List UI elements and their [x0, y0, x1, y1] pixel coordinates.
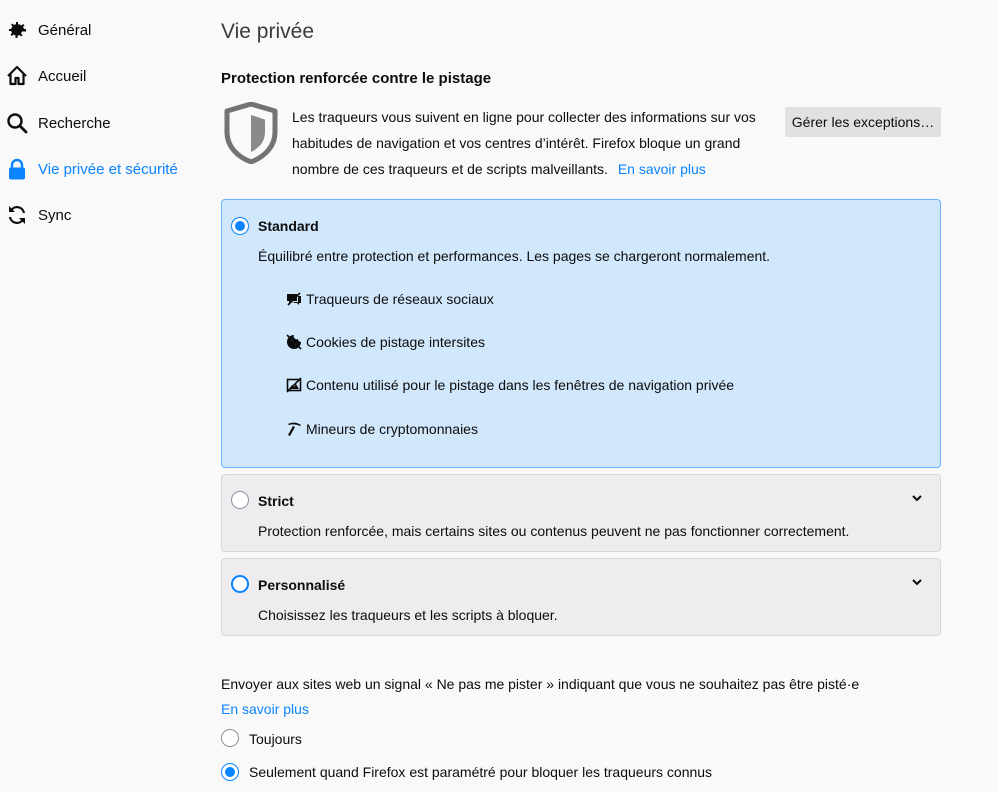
cryptominer-icon — [286, 421, 302, 437]
custom-description: Choisissez les traqueurs et les scripts à bloquer. — [258, 607, 558, 623]
lock-icon — [5, 157, 29, 181]
protection-description — [292, 104, 772, 182]
chevron-down-icon[interactable] — [910, 575, 924, 589]
dnt-description: Envoyer aux sites web un signal « Ne pas me pister » indiquant que vous ne souhaitez pas être pisté·e — [221, 676, 860, 692]
standard-radio[interactable] — [231, 217, 249, 235]
dnt-always-radio[interactable] — [221, 729, 239, 747]
dnt-known-trackers-radio[interactable] — [221, 763, 239, 781]
sidebar-item-privacy[interactable] — [0, 153, 200, 185]
sync-icon — [5, 203, 29, 227]
chevron-down-icon[interactable] — [910, 491, 924, 505]
feature-cryptominers — [286, 421, 478, 437]
sidebar-item-label: Sync — [38, 206, 72, 224]
custom-title: Personnalisé — [258, 577, 346, 593]
standard-option-card[interactable] — [221, 199, 941, 468]
sidebar-item-general[interactable] — [0, 14, 200, 46]
sidebar-item-label: Général — [38, 21, 92, 39]
strict-description: Protection renforcée, mais certains sites ou contenus peuvent ne pas fonctionner correctement. — [258, 523, 850, 539]
gear-icon — [5, 18, 29, 42]
sidebar-item-sync[interactable] — [0, 199, 200, 231]
feature-label: Traqueurs de réseaux sociaux — [306, 291, 494, 307]
dnt-known-trackers-label[interactable]: Seulement quand Firefox est paramétré pour bloquer les traqueurs connus — [249, 764, 713, 780]
dnt-always-label[interactable]: Toujours — [249, 731, 302, 747]
sidebar-item-search[interactable] — [0, 107, 200, 139]
feature-label: Mineurs de cryptomonnaies — [306, 421, 478, 437]
home-icon — [5, 64, 29, 88]
feature-social-trackers — [286, 291, 494, 307]
sidebar-item-label: Recherche — [38, 114, 111, 132]
sidebar-item-label: Vie privée et sécurité — [38, 160, 178, 178]
section-title: Protection renforcée contre le pistage — [221, 70, 492, 87]
tracking-content-icon — [286, 377, 302, 393]
shield-icon — [224, 102, 278, 164]
search-icon — [5, 111, 29, 135]
sidebar-item-label: Accueil — [38, 67, 87, 85]
description-text: Les traqueurs vous suivent en ligne pour collecter des informations sur vos habitudes de navigation et vos centres d’intérêt. Firefox bloque un grand nombre de ces traqueurs et de scripts malveillants. — [292, 109, 756, 177]
learn-more-link[interactable]: En savoir plus — [617, 161, 706, 177]
dnt-learn-more-link[interactable]: En savoir plus — [221, 701, 309, 717]
cookie-icon — [286, 334, 302, 350]
sidebar-item-home[interactable] — [0, 60, 200, 92]
strict-title: Strict — [258, 493, 294, 509]
standard-description: Équilibré entre protection et performances. Les pages se chargeront normalement. — [258, 248, 771, 264]
feature-tracking-content — [286, 377, 734, 393]
feature-label: Contenu utilisé pour le pistage dans les fenêtres de navigation privée — [306, 377, 735, 393]
strict-option-card[interactable] — [221, 474, 941, 552]
manage-exceptions-button[interactable]: Gérer les exceptions… — [785, 107, 941, 137]
standard-title: Standard — [258, 218, 319, 234]
page-title: Vie privée — [221, 20, 315, 43]
custom-option-card[interactable] — [221, 558, 941, 636]
strict-radio[interactable] — [231, 491, 249, 509]
feature-cross-site-cookies — [286, 334, 485, 350]
social-tracker-icon — [286, 291, 302, 307]
custom-radio[interactable] — [231, 575, 249, 593]
feature-label: Cookies de pistage intersites — [306, 334, 485, 350]
